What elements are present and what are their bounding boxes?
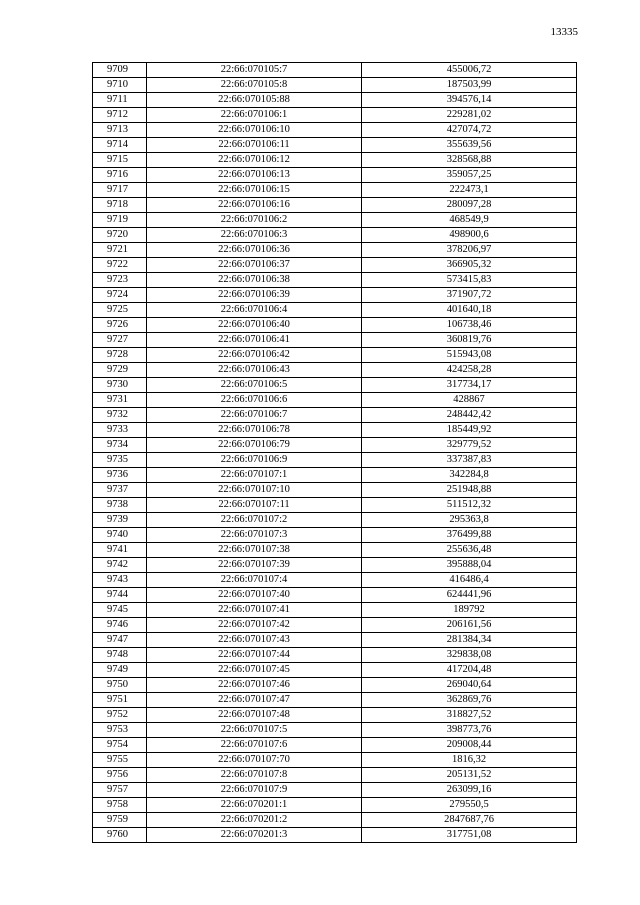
table-row (93, 678, 577, 693)
table-row (93, 828, 577, 843)
row-number-cell: 9760 (93, 828, 147, 843)
table-row (93, 483, 577, 498)
row-number-cell: 9718 (93, 198, 147, 213)
cadastral-value-cell: 205131,52 (362, 768, 577, 783)
cadastral-value-cell: 2847687,76 (362, 813, 577, 828)
row-number-cell: 9747 (93, 633, 147, 648)
cadastral-value-cell: 395888,04 (362, 558, 577, 573)
cadastral-number-cell: 22:66:070106:9 (147, 453, 362, 468)
row-number-cell: 9713 (93, 123, 147, 138)
table-row (93, 153, 577, 168)
table-row (93, 243, 577, 258)
row-number-cell: 9751 (93, 693, 147, 708)
cadastral-value-cell: 624441,96 (362, 588, 577, 603)
table-row (93, 648, 577, 663)
cadastral-value-cell: 1816,32 (362, 753, 577, 768)
table-row (93, 813, 577, 828)
cadastral-number-cell: 22:66:070106:16 (147, 198, 362, 213)
cadastral-number-cell: 22:66:070106:79 (147, 438, 362, 453)
cadastral-number-cell: 22:66:070107:45 (147, 663, 362, 678)
cadastral-number-cell: 22:66:070107:10 (147, 483, 362, 498)
cadastral-number-cell: 22:66:070201:2 (147, 813, 362, 828)
table-row (93, 93, 577, 108)
row-number-cell: 9753 (93, 723, 147, 738)
table-row (93, 273, 577, 288)
table-row (93, 528, 577, 543)
cadastral-number-cell: 22:66:070107:4 (147, 573, 362, 588)
table-row (93, 618, 577, 633)
table-row (93, 468, 577, 483)
cadastral-number-cell: 22:66:070106:3 (147, 228, 362, 243)
cadastral-value-cell: 248442,42 (362, 408, 577, 423)
cadastral-number-cell: 22:66:070106:10 (147, 123, 362, 138)
row-number-cell: 9721 (93, 243, 147, 258)
table-row (93, 723, 577, 738)
cadastral-value-cell: 189792 (362, 603, 577, 618)
row-number-cell: 9720 (93, 228, 147, 243)
row-number-cell: 9722 (93, 258, 147, 273)
row-number-cell: 9726 (93, 318, 147, 333)
row-number-cell: 9719 (93, 213, 147, 228)
table-row (93, 213, 577, 228)
row-number-cell: 9758 (93, 798, 147, 813)
cadastral-value-cell: 378206,97 (362, 243, 577, 258)
table-row (93, 783, 577, 798)
cadastral-number-cell: 22:66:070107:44 (147, 648, 362, 663)
row-number-cell: 9748 (93, 648, 147, 663)
cadastral-number-cell: 22:66:070107:1 (147, 468, 362, 483)
cadastral-number-cell: 22:66:070106:41 (147, 333, 362, 348)
cadastral-number-cell: 22:66:070106:7 (147, 408, 362, 423)
cadastral-value-cell: 222473,1 (362, 183, 577, 198)
cadastral-value-cell: 251948,88 (362, 483, 577, 498)
table-row (93, 558, 577, 573)
cadastral-value-cell: 295363,8 (362, 513, 577, 528)
cadastral-value-cell: 515943,08 (362, 348, 577, 363)
row-number-cell: 9733 (93, 423, 147, 438)
cadastral-number-cell: 22:66:070107:8 (147, 768, 362, 783)
table-row (93, 168, 577, 183)
cadastral-value-cell: 355639,56 (362, 138, 577, 153)
row-number-cell: 9740 (93, 528, 147, 543)
table-row (93, 78, 577, 93)
row-number-cell: 9732 (93, 408, 147, 423)
cadastral-value-cell: 337387,83 (362, 453, 577, 468)
cadastral-number-cell: 22:66:070107:6 (147, 738, 362, 753)
cadastral-value-cell: 317751,08 (362, 828, 577, 843)
row-number-cell: 9755 (93, 753, 147, 768)
cadastral-value-cell: 428867 (362, 393, 577, 408)
cadastral-number-cell: 22:66:070201:3 (147, 828, 362, 843)
row-number-cell: 9750 (93, 678, 147, 693)
table-row (93, 393, 577, 408)
cadastral-value-cell: 185449,92 (362, 423, 577, 438)
cadastral-number-cell: 22:66:070106:1 (147, 108, 362, 123)
cadastral-number-cell: 22:66:070106:40 (147, 318, 362, 333)
row-number-cell: 9759 (93, 813, 147, 828)
table-row (93, 513, 577, 528)
table-row (93, 798, 577, 813)
row-number-cell: 9712 (93, 108, 147, 123)
cadastral-value-cell: 573415,83 (362, 273, 577, 288)
cadastral-value-cell: 398773,76 (362, 723, 577, 738)
cadastral-value-cell: 280097,28 (362, 198, 577, 213)
row-number-cell: 9714 (93, 138, 147, 153)
cadastral-value-cell: 376499,88 (362, 528, 577, 543)
table-row (93, 303, 577, 318)
table-row (93, 588, 577, 603)
cadastral-number-cell: 22:66:070107:41 (147, 603, 362, 618)
table-row (93, 453, 577, 468)
row-number-cell: 9717 (93, 183, 147, 198)
cadastral-value-cell: 206161,56 (362, 618, 577, 633)
row-number-cell: 9715 (93, 153, 147, 168)
cadastral-number-cell: 22:66:070107:3 (147, 528, 362, 543)
row-number-cell: 9725 (93, 303, 147, 318)
row-number-cell: 9716 (93, 168, 147, 183)
cadastral-value-cell: 318827,52 (362, 708, 577, 723)
cadastral-number-cell: 22:66:070106:42 (147, 348, 362, 363)
cadastral-value-cell: 342284,8 (362, 468, 577, 483)
cadastral-number-cell: 22:66:070106:43 (147, 363, 362, 378)
table-row (93, 738, 577, 753)
cadastral-value-cell: 229281,02 (362, 108, 577, 123)
row-number-cell: 9711 (93, 93, 147, 108)
cadastral-value-cell: 359057,25 (362, 168, 577, 183)
cadastral-number-cell: 22:66:070106:13 (147, 168, 362, 183)
table-row (93, 123, 577, 138)
table-row (93, 228, 577, 243)
cadastral-number-cell: 22:66:070107:46 (147, 678, 362, 693)
table-row (93, 663, 577, 678)
cadastral-value-cell: 498900,6 (362, 228, 577, 243)
row-number-cell: 9710 (93, 78, 147, 93)
row-number-cell: 9752 (93, 708, 147, 723)
cadastral-value-cell: 106738,46 (362, 318, 577, 333)
cadastral-number-cell: 22:66:070107:2 (147, 513, 362, 528)
row-number-cell: 9756 (93, 768, 147, 783)
cadastral-value-cell: 424258,28 (362, 363, 577, 378)
cadastral-value-cell: 394576,14 (362, 93, 577, 108)
cadastral-value-cell: 317734,17 (362, 378, 577, 393)
cadastral-number-cell: 22:66:070107:42 (147, 618, 362, 633)
row-number-cell: 9743 (93, 573, 147, 588)
cadastral-number-cell: 22:66:070106:39 (147, 288, 362, 303)
table-row (93, 333, 577, 348)
table-row (93, 708, 577, 723)
cadastral-value-cell: 366905,32 (362, 258, 577, 273)
row-number-cell: 9739 (93, 513, 147, 528)
cadastral-value-cell: 281384,34 (362, 633, 577, 648)
row-number-cell: 9746 (93, 618, 147, 633)
cadastral-number-cell: 22:66:070107:47 (147, 693, 362, 708)
row-number-cell: 9736 (93, 468, 147, 483)
row-number-cell: 9724 (93, 288, 147, 303)
row-number-cell: 9727 (93, 333, 147, 348)
table-row (93, 198, 577, 213)
cadastral-number-cell: 22:66:070106:5 (147, 378, 362, 393)
table-row (93, 363, 577, 378)
cadastral-number-cell: 22:66:070105:8 (147, 78, 362, 93)
cadastral-value-cell: 209008,44 (362, 738, 577, 753)
page-number: 13335 (550, 26, 578, 38)
cadastral-number-cell: 22:66:070107:9 (147, 783, 362, 798)
cadastral-value-cell: 269040,64 (362, 678, 577, 693)
cadastral-number-cell: 22:66:070107:11 (147, 498, 362, 513)
cadastral-number-cell: 22:66:070106:38 (147, 273, 362, 288)
row-number-cell: 9738 (93, 498, 147, 513)
cadastral-number-cell: 22:66:070106:4 (147, 303, 362, 318)
table-row (93, 498, 577, 513)
table-row (93, 543, 577, 558)
table-row (93, 63, 577, 78)
row-number-cell: 9741 (93, 543, 147, 558)
table-row (93, 348, 577, 363)
table-row (93, 603, 577, 618)
table-row (93, 423, 577, 438)
cadastral-number-cell: 22:66:070106:36 (147, 243, 362, 258)
cadastral-number-cell: 22:66:070107:70 (147, 753, 362, 768)
table-row (93, 633, 577, 648)
cadastral-number-cell: 22:66:070107:5 (147, 723, 362, 738)
cadastral-value-cell: 371907,72 (362, 288, 577, 303)
cadastral-value-cell: 362869,76 (362, 693, 577, 708)
cadastral-value-cell: 401640,18 (362, 303, 577, 318)
cadastral-number-cell: 22:66:070106:15 (147, 183, 362, 198)
cadastral-value-cell: 511512,32 (362, 498, 577, 513)
cadastral-value-cell: 329779,52 (362, 438, 577, 453)
row-number-cell: 9744 (93, 588, 147, 603)
cadastral-number-cell: 22:66:070106:78 (147, 423, 362, 438)
cadastral-number-cell: 22:66:070107:40 (147, 588, 362, 603)
table-row (93, 318, 577, 333)
cadastral-value-cell: 416486,4 (362, 573, 577, 588)
table-row (93, 693, 577, 708)
row-number-cell: 9730 (93, 378, 147, 393)
table-row (93, 768, 577, 783)
cadastral-number-cell: 22:66:070105:88 (147, 93, 362, 108)
cadastral-value-cell: 417204,48 (362, 663, 577, 678)
row-number-cell: 9728 (93, 348, 147, 363)
cadastral-value-cell: 279550,5 (362, 798, 577, 813)
cadastral-number-cell: 22:66:070106:2 (147, 213, 362, 228)
row-number-cell: 9709 (93, 63, 147, 78)
cadastral-number-cell: 22:66:070106:11 (147, 138, 362, 153)
cadastral-value-cell: 263099,16 (362, 783, 577, 798)
cadastral-value-cell: 468549,9 (362, 213, 577, 228)
row-number-cell: 9735 (93, 453, 147, 468)
table-row (93, 183, 577, 198)
row-number-cell: 9754 (93, 738, 147, 753)
row-number-cell: 9745 (93, 603, 147, 618)
cadastral-value-table (92, 62, 577, 843)
row-number-cell: 9729 (93, 363, 147, 378)
cadastral-number-cell: 22:66:070106:6 (147, 393, 362, 408)
row-number-cell: 9757 (93, 783, 147, 798)
row-number-cell: 9723 (93, 273, 147, 288)
cadastral-value-cell: 328568,88 (362, 153, 577, 168)
table-row (93, 108, 577, 123)
table-row (93, 753, 577, 768)
cadastral-number-cell: 22:66:070201:1 (147, 798, 362, 813)
table-row (93, 573, 577, 588)
row-number-cell: 9749 (93, 663, 147, 678)
table-row (93, 288, 577, 303)
cadastral-number-cell: 22:66:070105:7 (147, 63, 362, 78)
cadastral-number-cell: 22:66:070106:12 (147, 153, 362, 168)
cadastral-number-cell: 22:66:070107:38 (147, 543, 362, 558)
cadastral-value-cell: 455006,72 (362, 63, 577, 78)
cadastral-number-cell: 22:66:070106:37 (147, 258, 362, 273)
cadastral-value-cell: 255636,48 (362, 543, 577, 558)
cadastral-number-cell: 22:66:070107:48 (147, 708, 362, 723)
cadastral-value-cell: 329838,08 (362, 648, 577, 663)
table-row (93, 138, 577, 153)
row-number-cell: 9734 (93, 438, 147, 453)
table-row (93, 438, 577, 453)
table-row (93, 378, 577, 393)
row-number-cell: 9742 (93, 558, 147, 573)
table-row (93, 258, 577, 273)
cadastral-number-cell: 22:66:070107:39 (147, 558, 362, 573)
table-body (93, 63, 577, 843)
cadastral-value-cell: 427074,72 (362, 123, 577, 138)
cadastral-value-cell: 360819,76 (362, 333, 577, 348)
table-row (93, 408, 577, 423)
row-number-cell: 9737 (93, 483, 147, 498)
cadastral-value-cell: 187503,99 (362, 78, 577, 93)
row-number-cell: 9731 (93, 393, 147, 408)
cadastral-number-cell: 22:66:070107:43 (147, 633, 362, 648)
